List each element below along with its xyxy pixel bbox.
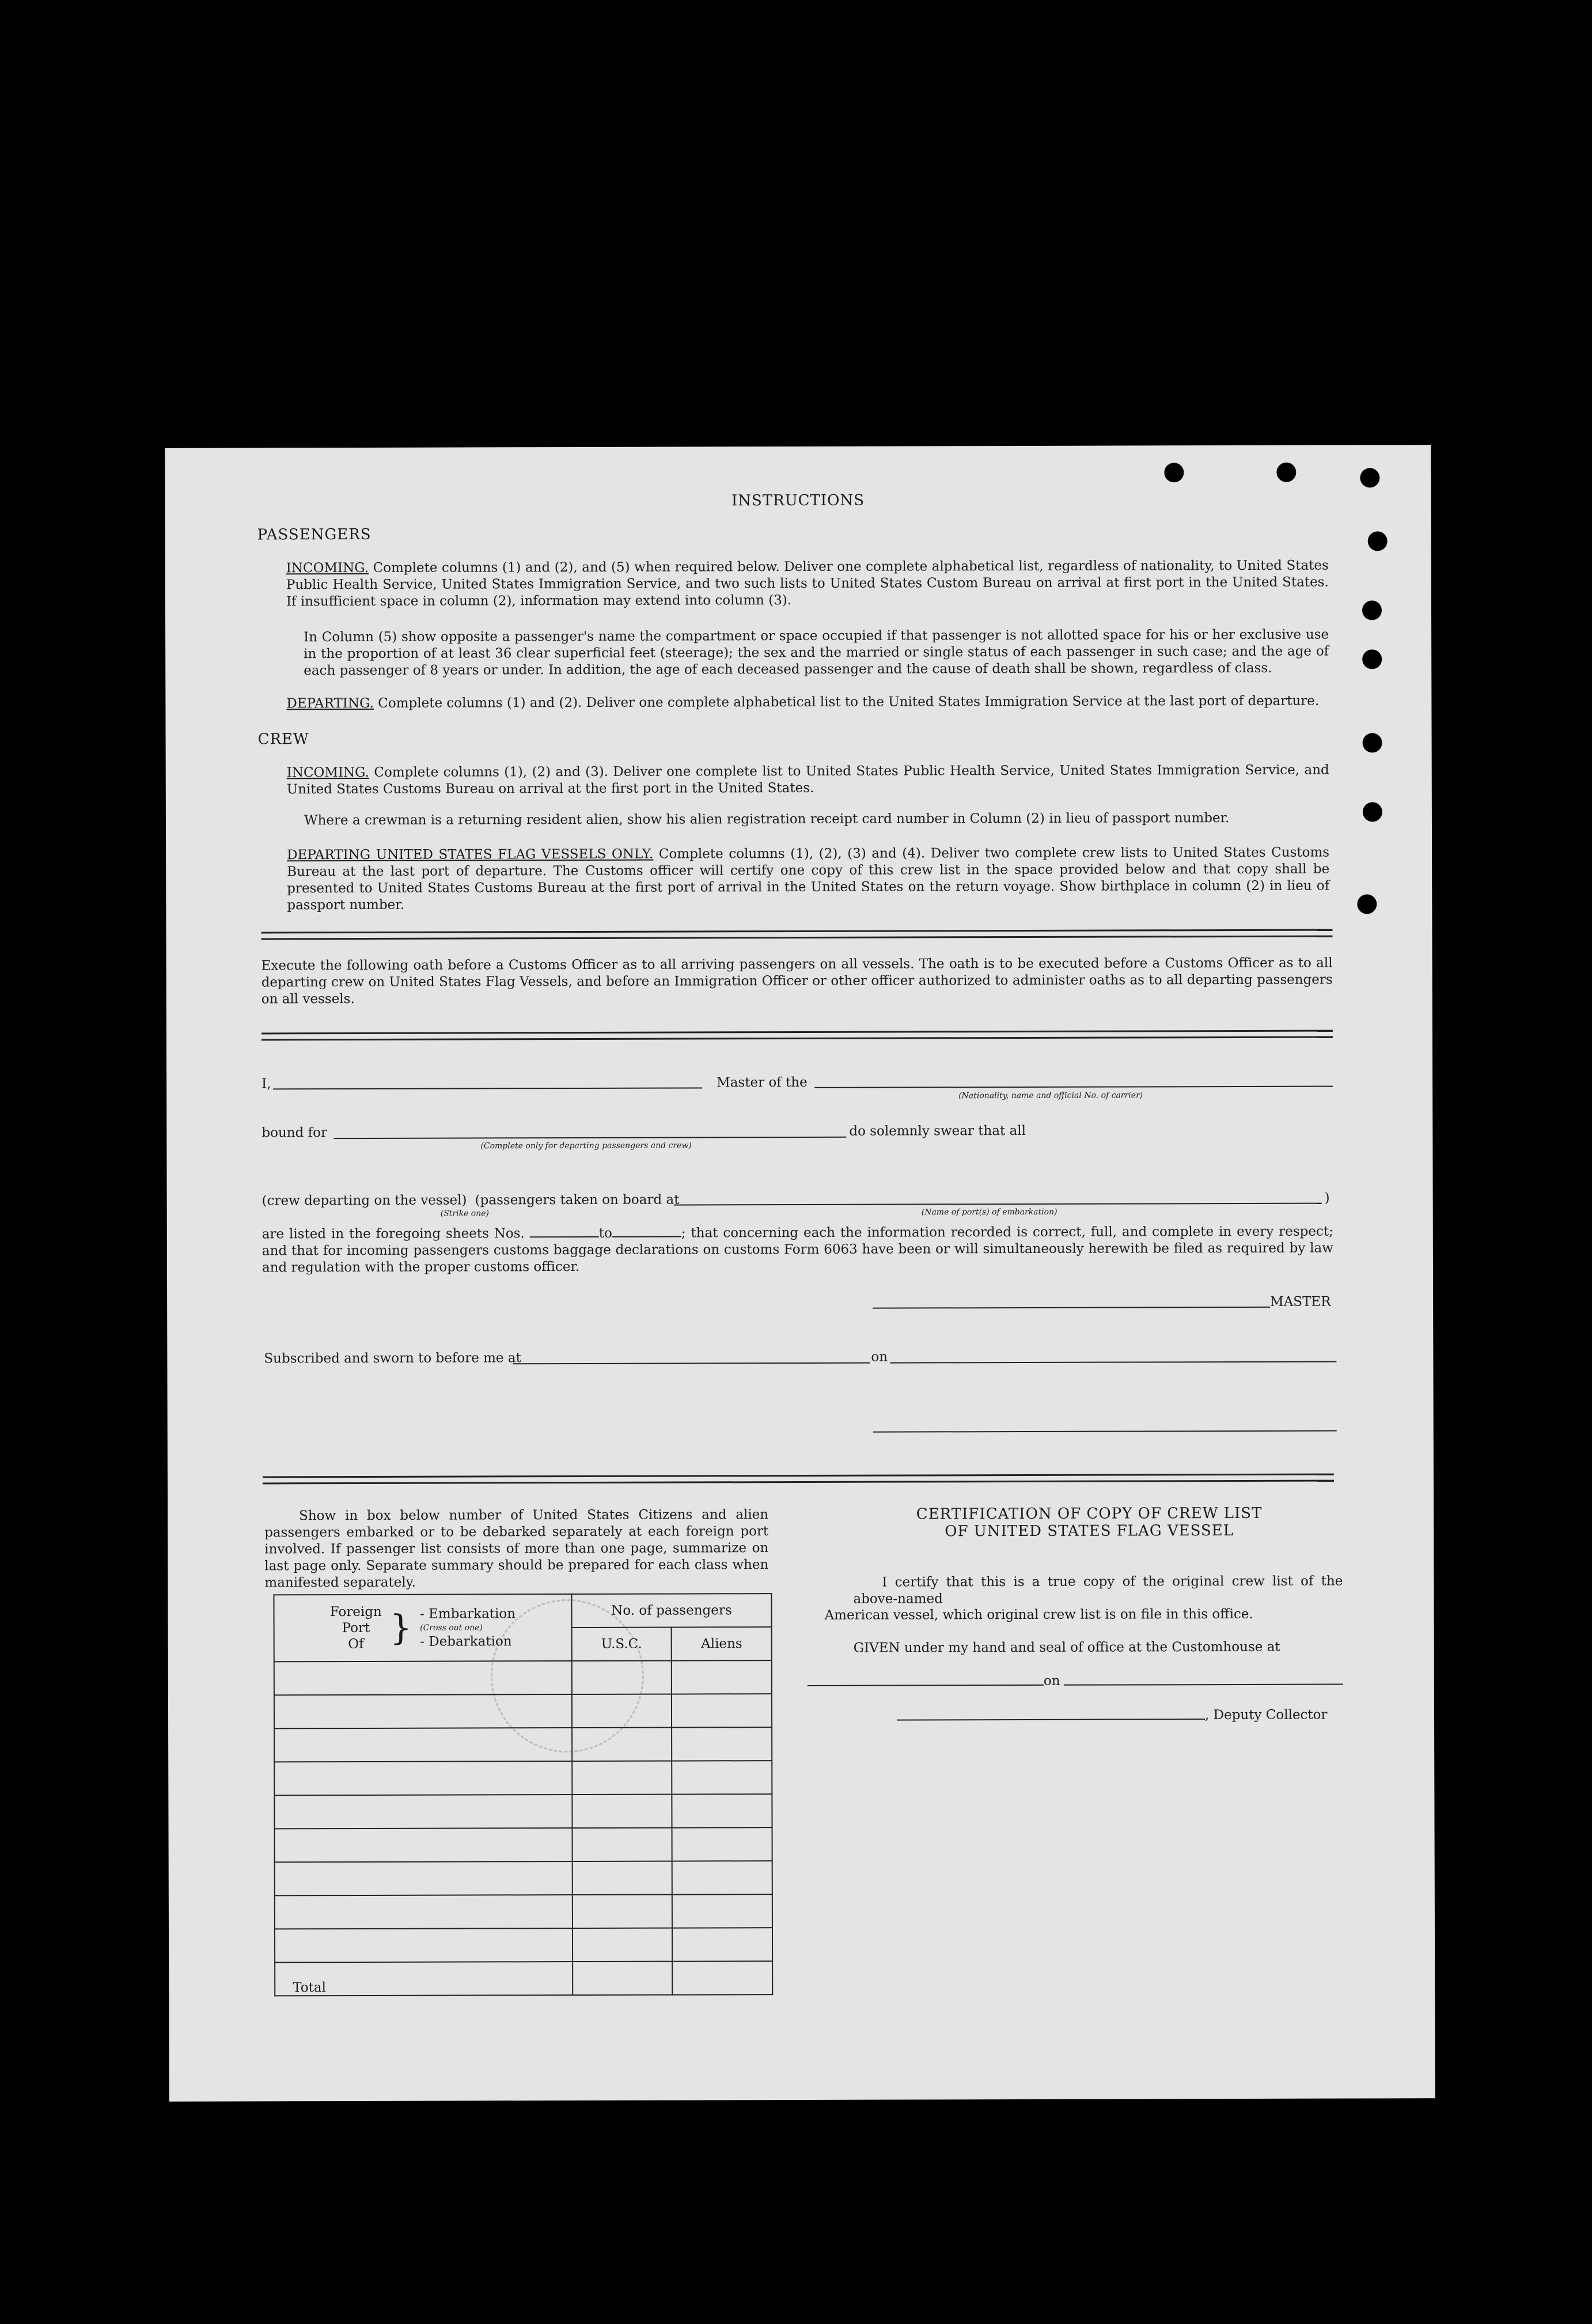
listed-statement [262, 1223, 1333, 1277]
certification-line-2: American vessel, which original crew list is on file in this office. [824, 1606, 1253, 1623]
crew-departing [287, 845, 1329, 914]
strike-one-note: (Strike one) [440, 1209, 490, 1218]
crew-departing-option: (crew departing on the vessel) [261, 1193, 467, 1209]
port-label: Port [342, 1620, 370, 1636]
passengers-departing-label: DEPARTING. [286, 695, 374, 711]
crew-departing-text: Complete columns (1), (2), (3) and (4). Deliver two complete crew lists to United States Customs Bureau at the last port of departure. The Customs officer will certify one copy of this crew list in the space provided below and that copy shall be presented to United States Customs Bureau at the first port of arrival in the United States on the return voyage. Show birthplace in column (2) in lieu of passport number. [287, 845, 1330, 913]
crew-incoming [287, 762, 1329, 798]
of-label: Of [348, 1636, 364, 1652]
passengers-incoming [286, 558, 1329, 611]
punch-hole [1164, 463, 1184, 482]
certification-on-label: on [1043, 1673, 1060, 1689]
subscribed-label: Subscribed and sworn to before me at [264, 1350, 521, 1367]
table-row[interactable] [274, 1794, 772, 1829]
debarkation-option[interactable]: - Debarkation [420, 1634, 512, 1649]
aliens-header: Aliens [672, 1627, 772, 1660]
customhouse-field[interactable] [808, 1685, 1044, 1686]
crew-heading: CREW [257, 730, 309, 748]
passengers-departing [286, 693, 1329, 713]
listed-prefix: are listed in the foregoing sheets Nos. [261, 1226, 525, 1242]
passengers-heading: PASSENGERS [257, 525, 372, 544]
passengers-incoming-label: INCOMING. [286, 560, 369, 576]
port-note: (Name of port(s) of embarkation) [921, 1207, 1057, 1217]
nationality-note: (Nationality, name and official No. of carrier) [958, 1091, 1143, 1101]
table-row[interactable] [275, 1827, 772, 1862]
punch-hole [1362, 600, 1382, 620]
total-row[interactable] [275, 1961, 772, 1996]
certification-title-2: OF UNITED STATES FLAG VESSEL [945, 1522, 1234, 1540]
table-row[interactable] [274, 1660, 772, 1695]
crew-incoming-label: INCOMING. [286, 764, 370, 781]
bound-for-field[interactable] [333, 1137, 846, 1139]
master-label: MASTER [1270, 1294, 1331, 1309]
sheet-to-field[interactable] [612, 1225, 681, 1237]
master-signature-field[interactable] [873, 1307, 1270, 1309]
certification-line-1: I certify that this is a true copy of the original crew list of the above-named [853, 1573, 1343, 1607]
deputy-signature-field[interactable] [897, 1719, 1205, 1720]
master-name-field[interactable] [273, 1087, 702, 1089]
passengers-departing-text: Complete columns (1) and (2). Deliver one complete alphabetical list to the United States Immigration Service at the last port of departure. [378, 693, 1320, 711]
table-row[interactable] [275, 1861, 772, 1895]
sheet-from-field[interactable] [530, 1225, 599, 1237]
passenger-summary-table [273, 1593, 773, 1996]
sworn-on-label: on [871, 1349, 888, 1365]
punch-hole [1368, 531, 1388, 551]
bound-for-label: bound for [261, 1125, 327, 1141]
foreign-label: Foreign [329, 1604, 382, 1620]
crew-incoming-text: Complete columns (1), (2) and (3). Deliver one complete list to United States Public Health Service, United States Immigration Service, and United States Customs Bureau on arrival at the first port in the United States. [286, 762, 1329, 797]
oath-i-label: I, [261, 1076, 271, 1092]
embarkation-port-field[interactable] [674, 1203, 1322, 1206]
cross-out-note: (Cross out one) [420, 1623, 483, 1633]
master-of-label: Master of the [717, 1074, 808, 1091]
document-page [165, 445, 1435, 2102]
punch-hole [1276, 463, 1296, 482]
table-row[interactable] [274, 1694, 772, 1728]
oath-intro: Execute the following oath before a Customs Officer as to all arriving passengers on all vessels. The oath is to be executed before a Customs Officer as to all departing crew on United States Flag Vessels, and before an Immigration Officer or other officer authorized to administer oaths as to all departing passengers on all vessels. [261, 955, 1333, 1007]
crew-departing-label: DEPARTING UNITED STATES FLAG VESSELS ONLY. [287, 846, 654, 863]
crew-resident: Where a crewman is a returning resident alien, show his alien registration receipt card number in Column (2) in lieu of passport number. [304, 811, 1230, 828]
punch-hole [1362, 649, 1382, 669]
table-row[interactable] [275, 1894, 772, 1929]
sworn-date-field[interactable] [890, 1361, 1336, 1364]
section-divider [263, 1474, 1334, 1485]
table-header-row: Foreign Port Of } - Embarkation (Cross out one) - Debarkation No. of passengers [274, 1594, 771, 1628]
punch-hole [1363, 802, 1382, 822]
no-passengers-header: No. of passengers [571, 1594, 771, 1627]
certification-date-field[interactable] [1064, 1684, 1343, 1686]
passengers-column5: In Column (5) show opposite a passenger's name the compartment or space occupied if that passenger is not allotted space for his or her exclusive use in the proportion of at least 36 clear superficial feet (steerage); the sex and the married or single status of each passenger in such case; and the age of each passenger of 8 years or under. In addition, the age of each deceased passenger and the cause of death shall be shown, regardless of class. [304, 627, 1329, 679]
section-divider [261, 929, 1332, 940]
section-divider [261, 1030, 1333, 1041]
swear-text: do solemnly swear that all [849, 1123, 1026, 1139]
sworn-place-field[interactable] [513, 1362, 870, 1365]
vessel-name-field[interactable] [814, 1086, 1333, 1088]
certification-given: GIVEN under my hand and seal of office at the Customhouse at [853, 1639, 1280, 1656]
embarkation-option[interactable]: - Embarkation [419, 1606, 516, 1622]
to-label: to [598, 1225, 612, 1241]
deputy-collector-label: , Deputy Collector [1204, 1707, 1328, 1723]
table-row[interactable] [275, 1928, 772, 1962]
punch-hole [1360, 468, 1379, 487]
page-title: INSTRUCTIONS [731, 491, 865, 510]
close-paren: ) [1324, 1190, 1330, 1206]
table-row[interactable] [274, 1727, 772, 1762]
punch-hole [1363, 733, 1382, 752]
listed-text: ; that concerning each the information recorded is correct, full, and complete in every respect; and that for incoming passengers customs baggage declarations on customs Form 6063 have been or will simultaneously herewith be filed as required by law and regulation with the proper customs officer. [261, 1224, 1333, 1275]
passengers-taken-option: (passengers taken on board at [475, 1192, 680, 1208]
officer-signature-field[interactable] [873, 1430, 1337, 1433]
usc-header: U.S.C. [571, 1627, 672, 1661]
total-label: Total [275, 1962, 573, 1996]
complete-note: (Complete only for departing passengers and crew) [480, 1141, 692, 1151]
passengers-incoming-text: Complete columns (1) and (2), and (5) when required below. Deliver one complete alphabetical list, regardless of nationality, to United States Public Health Service, United States Immigration Service, and two such lists to United States Custom Bureau on arrival at first port in the United States. If insufficient space in column (2), information may extend into column (3). [286, 558, 1329, 610]
summary-instructions: Show in box below number of United States Citizens and alien passengers embarked or to be debarked separately at each foreign port involved. If passenger list consists of more than one page, summarize on last page only. Separate summary should be prepared for each class when manifested separately. [264, 1507, 769, 1591]
punch-hole [1357, 894, 1377, 914]
table-row[interactable] [274, 1761, 772, 1795]
certification-title-1: CERTIFICATION OF COPY OF CREW LIST [916, 1504, 1263, 1523]
